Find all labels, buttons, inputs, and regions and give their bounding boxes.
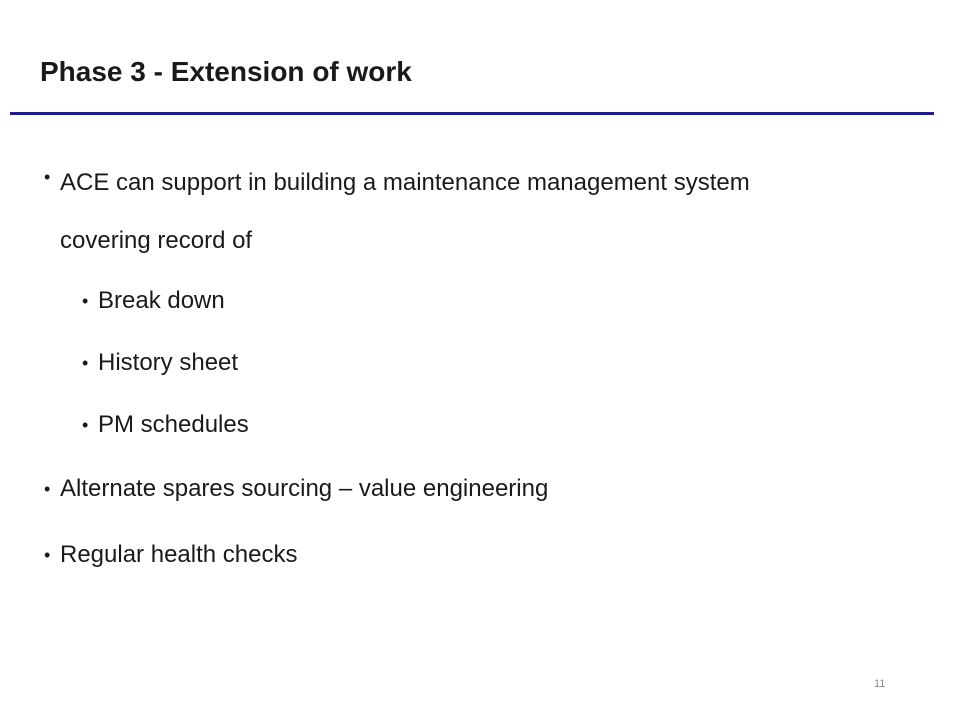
- title-divider: [10, 112, 934, 115]
- bullet-text: PM schedules: [98, 411, 249, 438]
- page-number: 11: [874, 678, 886, 690]
- bullet-dot-icon: •: [82, 353, 89, 373]
- sub-bullet-item: [82, 394, 904, 456]
- bullet-dot-icon: •: [82, 415, 89, 435]
- bullet-text: ACE can support in building a maintenance management system covering record of: [60, 169, 750, 254]
- bullet-dot-icon: •: [44, 167, 51, 187]
- bullet-dot-icon: •: [82, 291, 89, 311]
- bullet-dot-icon: •: [44, 545, 51, 565]
- sub-bullet-item: [82, 332, 904, 394]
- bullet-text: History sheet: [98, 349, 239, 376]
- bullet-item: [44, 522, 904, 588]
- bullet-item: [44, 154, 904, 270]
- bullet-text: Regular health checks: [60, 541, 298, 568]
- sub-bullet-item: [82, 270, 904, 332]
- bullet-dot-icon: •: [44, 479, 51, 499]
- bullet-text: Alternate spares sourcing – value engineering: [60, 475, 549, 502]
- bullet-text: Break down: [98, 287, 225, 314]
- slide-title: Phase 3 - Extension of work: [40, 56, 412, 87]
- bullet-list: [44, 160, 904, 588]
- bullet-item: [44, 456, 904, 522]
